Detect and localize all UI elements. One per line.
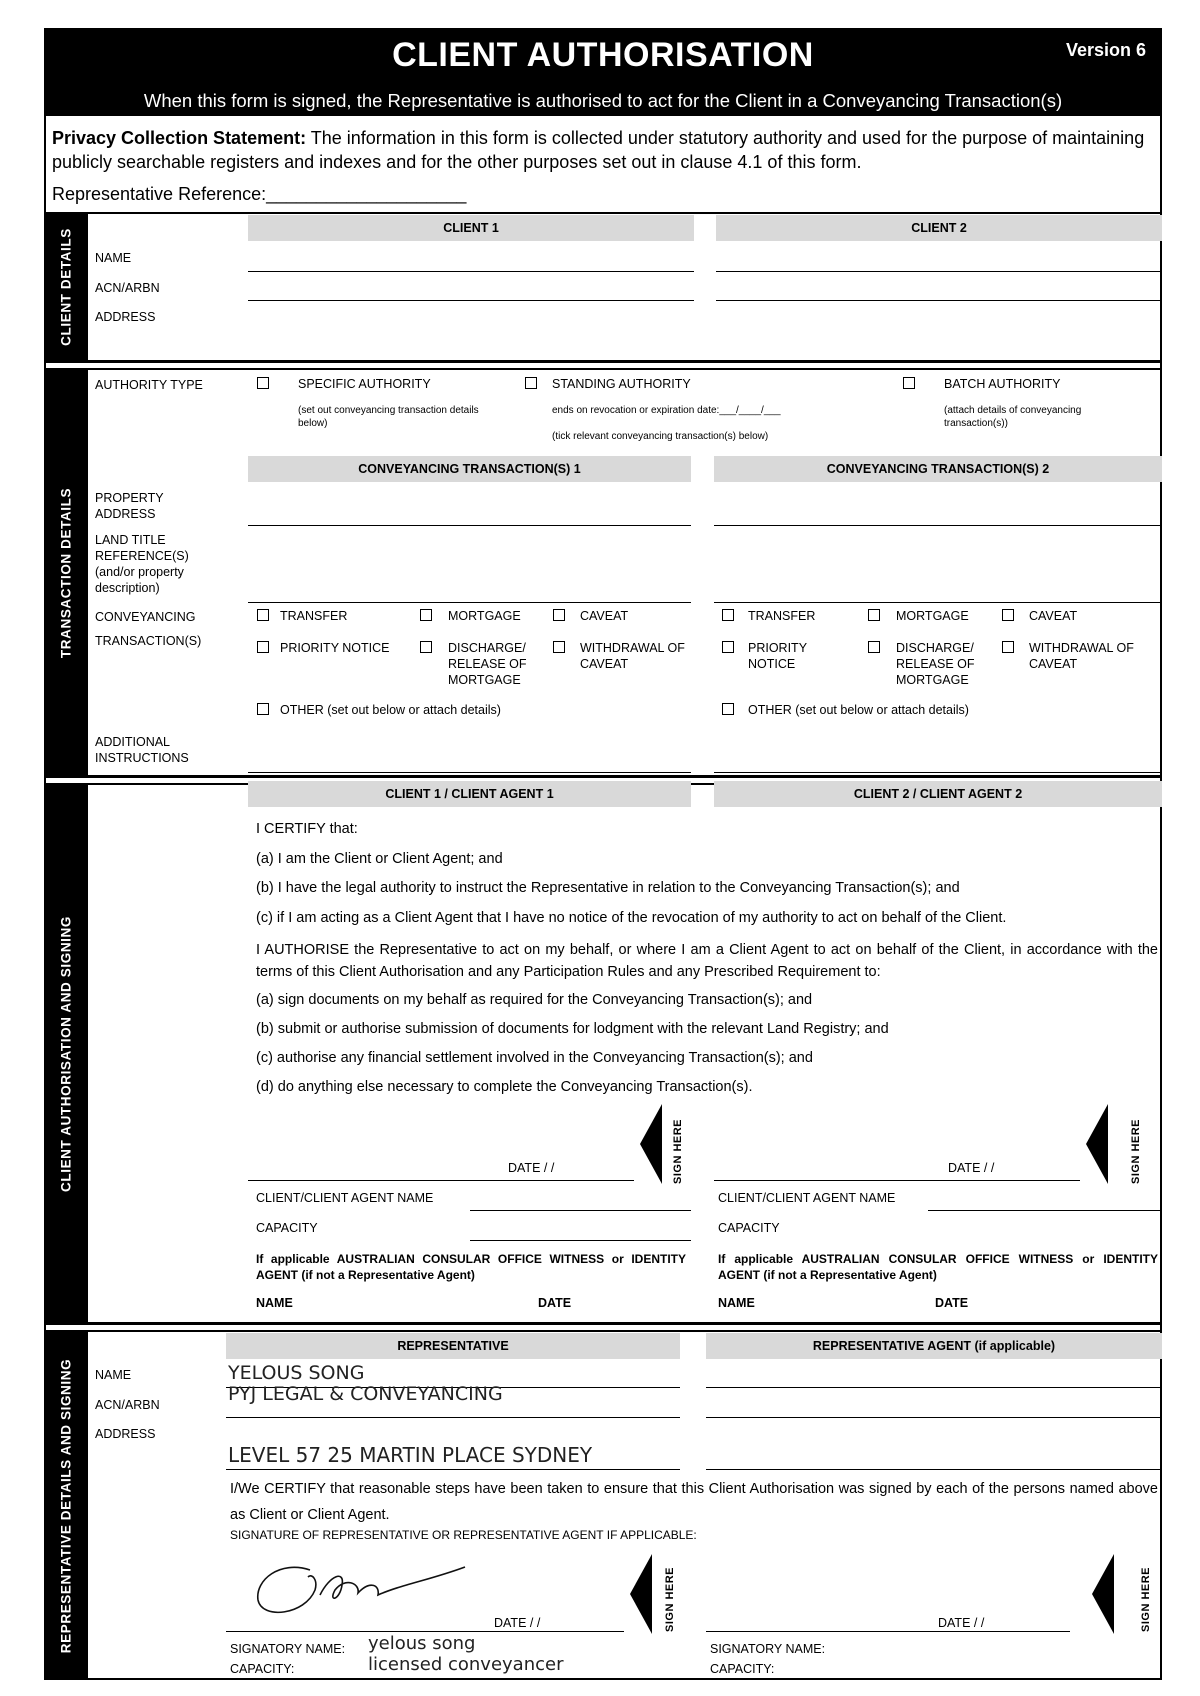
certify-b: (b) I have the legal authority to instruct the Representative in relation to the Conveyancing Transaction(s); and — [256, 880, 960, 896]
sign-here-label: SIGN HERE — [1130, 1118, 1142, 1184]
t1-transfer-checkbox[interactable] — [257, 609, 269, 621]
t2-transfer-label: TRANSFER — [748, 609, 816, 623]
client2-name-field[interactable] — [716, 271, 1162, 272]
standing-authority-note2: (tick relevant conveyancing transaction(s) below) — [552, 431, 769, 442]
conveyancing-label: CONVEYANCING — [95, 610, 196, 624]
rep-signature-line[interactable] — [226, 1631, 624, 1632]
transaction1-additional-field[interactable] — [248, 772, 691, 773]
authority-type-label: AUTHORITY TYPE — [95, 378, 203, 392]
sign-here-label: SIGN HERE — [1140, 1566, 1152, 1632]
section-label: CLIENT AUTHORISATION AND SIGNING — [58, 915, 74, 1192]
batch-authority-note: (attach details of conveyancing transaction(s)) — [944, 405, 1082, 429]
client-name-label: NAME — [95, 251, 132, 265]
client2-date-label: DATE / / — [948, 1161, 995, 1175]
t2-caveat-label: CAVEAT — [1029, 609, 1078, 623]
authorise-c: (c) authorise any financial settlement involved in the Conveyancing Transaction(s); and — [256, 1050, 813, 1066]
batch-authority-label: BATCH AUTHORITY — [944, 377, 1061, 391]
form-subtitle: When this form is signed, the Representative is authorised to act for the Client in a Conveyancing Transaction(s) — [143, 90, 1063, 111]
standing-authority-label: STANDING AUTHORITY — [552, 377, 691, 391]
client1-header: CLIENT 1 — [248, 215, 694, 241]
rep-acn-value[interactable]: PYJ LEGAL & CONVEYANCING — [228, 1383, 503, 1405]
rep-agent-signature-line[interactable] — [706, 1631, 1070, 1632]
t2-discharge-label: DISCHARGE/ RELEASE OF MORTGAGE — [896, 641, 975, 687]
t1-mortgage-checkbox[interactable] — [420, 609, 432, 621]
client2-capacity-label: CAPACITY — [718, 1221, 780, 1235]
rep-address-value[interactable]: LEVEL 57 25 MARTIN PLACE SYDNEY — [228, 1443, 593, 1467]
rep-agent-acn-line[interactable] — [706, 1417, 1162, 1418]
client1-witness-name-label: NAME — [256, 1296, 293, 1310]
authorise-a: (a) sign documents on my behalf as required for the Conveyancing Transaction(s); and — [256, 992, 813, 1008]
divider — [44, 775, 1162, 778]
transaction2-additional-field[interactable] — [714, 772, 1162, 773]
t1-priority-notice-label: PRIORITY NOTICE — [280, 641, 390, 655]
rep-acn-line — [226, 1417, 680, 1418]
section-label: TRANSACTION DETAILS — [58, 487, 74, 658]
client1-signature-line[interactable] — [248, 1180, 634, 1181]
t1-withdrawal-checkbox[interactable] — [553, 641, 565, 653]
standing-authority-checkbox[interactable] — [525, 377, 537, 389]
client1-capacity-label: CAPACITY — [256, 1221, 318, 1235]
signature-image — [250, 1555, 470, 1625]
t2-withdrawal-checkbox[interactable] — [1002, 641, 1014, 653]
certify-heading: I CERTIFY that: — [256, 821, 358, 837]
rep-name-label: NAME — [95, 1368, 132, 1382]
sign-arrow-icon — [1092, 1554, 1114, 1634]
t1-other-checkbox[interactable] — [257, 703, 269, 715]
t1-transfer-label: TRANSFER — [280, 609, 348, 623]
section-client-authorisation — [44, 785, 88, 1322]
certify-a: (a) I am the Client or Client Agent; and — [256, 851, 503, 867]
section-transaction-details — [44, 370, 88, 775]
t1-mortgage-label: MORTGAGE — [448, 609, 521, 623]
client2-witness-name-label: NAME — [718, 1296, 755, 1310]
rep-signatory-name-value[interactable]: yelous song — [368, 1633, 476, 1654]
form-version: Version 6 — [1065, 40, 1146, 60]
transaction1-header: CONVEYANCING TRANSACTION(S) 1 — [248, 456, 691, 482]
client1-agent-name-label: CLIENT/CLIENT AGENT NAME — [256, 1191, 434, 1205]
rep-capacity-value[interactable]: licensed conveyancer — [368, 1654, 564, 1675]
client2-acn-field[interactable] — [716, 300, 1162, 301]
t2-discharge-checkbox[interactable] — [868, 641, 880, 653]
rep-agent-address-line[interactable] — [706, 1469, 1162, 1470]
authorise-text: I AUTHORISE the Representative to act on my behalf, or where I am a Client Agent to act on behalf of the Client, in accordance with the terms of this Client Authorisation and any Participation Rules and any Prescribed Requirement to: — [256, 942, 1158, 980]
rep-agent-capacity-label: CAPACITY: — [710, 1662, 775, 1676]
t2-caveat-checkbox[interactable] — [1002, 609, 1014, 621]
transaction1-property-field[interactable] — [248, 525, 691, 526]
client2-agent-name-field[interactable] — [928, 1210, 1162, 1211]
t2-priority-notice-checkbox[interactable] — [722, 641, 734, 653]
rep-agent-date-label: DATE / / — [938, 1616, 985, 1630]
representative-header: REPRESENTATIVE — [226, 1333, 680, 1359]
transaction2-property-field[interactable] — [714, 525, 1162, 526]
rep-date-label: DATE / / — [494, 1616, 541, 1630]
rep-name-value[interactable]: YELOUS SONG — [228, 1362, 365, 1384]
client2-agent-name-label: CLIENT/CLIENT AGENT NAME — [718, 1191, 896, 1205]
client1-date-label: DATE / / — [508, 1161, 555, 1175]
privacy-text: The information in this form is collected under statutory authority and used for the purpose of maintaining publicly searchable registers and indexes and for the other purposes set out in clause 4.1 of this form. — [52, 128, 1145, 172]
rep-capacity-label: CAPACITY: — [230, 1662, 295, 1676]
client2-witness-date-label: DATE — [935, 1296, 969, 1310]
rep-signatory-name-label: SIGNATORY NAME: — [230, 1642, 346, 1656]
representative-reference: Representative Reference:____________________ — [52, 184, 467, 204]
additional-instructions-label: ADDITIONAL INSTRUCTIONS — [95, 735, 189, 765]
specific-authority-note: (set out conveyancing transaction details below) — [298, 405, 479, 429]
transaction2-land-title-field[interactable] — [714, 602, 1162, 603]
t2-mortgage-label: MORTGAGE — [896, 609, 969, 623]
privacy-statement — [52, 126, 1158, 174]
conveyancing-label-2: TRANSACTION(S) — [95, 634, 202, 648]
signing1-header: CLIENT 1 / CLIENT AGENT 1 — [248, 781, 691, 807]
rep-acn-label: ACN/ARBN — [95, 1398, 160, 1412]
t2-other-label: OTHER (set out below or attach details) — [748, 703, 969, 717]
section-label: CLIENT DETAILS — [58, 228, 74, 346]
client1-acn-field[interactable] — [248, 300, 694, 301]
divider — [44, 368, 1162, 370]
sign-arrow-icon — [630, 1554, 652, 1634]
transaction2-header: CONVEYANCING TRANSACTION(S) 2 — [714, 456, 1162, 482]
rep-agent-signatory-name-label: SIGNATORY NAME: — [710, 1642, 826, 1656]
form-frame — [44, 28, 1162, 1680]
client-address-label: ADDRESS — [95, 310, 156, 324]
sign-here-label: SIGN HERE — [672, 1118, 684, 1184]
t2-priority-notice-label: PRIORITY NOTICE — [748, 641, 807, 671]
property-address-label: PROPERTY ADDRESS — [95, 491, 164, 521]
t2-other-checkbox[interactable] — [722, 703, 734, 715]
t1-priority-notice-checkbox[interactable] — [257, 641, 269, 653]
client1-witness-date-label: DATE — [538, 1296, 572, 1310]
rep-signature-label: SIGNATURE OF REPRESENTATIVE OR REPRESENTATIVE AGENT IF APPLICABLE: — [230, 1528, 697, 1542]
authorise-b: (b) submit or authorise submission of documents for lodgment with the relevant Land Registry; and — [256, 1021, 889, 1037]
client2-header: CLIENT 2 — [716, 215, 1162, 241]
batch-authority-checkbox[interactable] — [903, 377, 915, 389]
privacy-heading: Privacy Collection Statement: — [52, 128, 307, 148]
t1-discharge-checkbox[interactable] — [420, 641, 432, 653]
certify-c: (c) if I am acting as a Client Agent that I have no notice of the revocation of my authority to act on behalf of the Client. — [256, 910, 1007, 926]
standing-authority-note: ends on revocation or expiration date:___/____/___ — [552, 405, 781, 416]
t1-discharge-label: DISCHARGE/ RELEASE OF MORTGAGE — [448, 641, 527, 687]
sign-arrow-icon — [1086, 1104, 1108, 1184]
t2-mortgage-checkbox[interactable] — [868, 609, 880, 621]
t1-caveat-checkbox[interactable] — [553, 609, 565, 621]
sign-arrow-icon — [640, 1104, 662, 1184]
divider — [44, 212, 1162, 214]
form-title: CLIENT AUTHORISATION — [392, 36, 814, 74]
t1-caveat-label: CAVEAT — [580, 609, 629, 623]
representative-agent-header: REPRESENTATIVE AGENT (if applicable) — [706, 1333, 1162, 1359]
client1-agent-name-field[interactable] — [470, 1210, 691, 1211]
section-label: REPRESENTATIVE DETAILS AND SIGNING — [58, 1358, 74, 1654]
divider — [44, 1322, 1162, 1325]
client2-signature-line[interactable] — [714, 1180, 1080, 1181]
authorise-d: (d) do anything else necessary to complete the Conveyancing Transaction(s). — [256, 1079, 753, 1095]
divider — [44, 360, 1162, 363]
divider — [44, 1330, 1162, 1332]
rep-address-line — [226, 1469, 680, 1470]
specific-authority-checkbox[interactable] — [257, 377, 269, 389]
section-client-details — [44, 214, 88, 360]
form-header — [44, 28, 1162, 116]
transaction1-land-title-field[interactable] — [248, 602, 691, 603]
rep-agent-name-line[interactable] — [706, 1387, 1162, 1388]
t1-other-label: OTHER (set out below or attach details) — [280, 703, 501, 717]
client-acn-label: ACN/ARBN — [95, 281, 160, 295]
sign-here-label: SIGN HERE — [664, 1566, 676, 1632]
rep-certify-text: I/We CERTIFY that reasonable steps have been taken to ensure that this Client Authorisation was signed by each of the persons named above as Client or Client Agent. — [230, 1481, 1158, 1523]
t2-transfer-checkbox[interactable] — [722, 609, 734, 621]
t2-withdrawal-label: WITHDRAWAL OF CAVEAT — [1029, 641, 1134, 671]
client2-witness-text: If applicable AUSTRALIAN CONSULAR OFFICE WITNESS or IDENTITY AGENT (if not a Representative Agent) — [718, 1252, 1158, 1282]
client1-witness-text: If applicable AUSTRALIAN CONSULAR OFFICE WITNESS or IDENTITY AGENT (if not a Representative Agent) — [256, 1252, 686, 1282]
rep-address-label: ADDRESS — [95, 1427, 156, 1441]
section-representative-details — [44, 1332, 88, 1680]
client1-name-field[interactable] — [248, 271, 694, 272]
t1-withdrawal-label: WITHDRAWAL OF CAVEAT — [580, 641, 685, 671]
specific-authority-label: SPECIFIC AUTHORITY — [298, 377, 431, 391]
land-title-label: LAND TITLE REFERENCE(S) (and/or property description) — [95, 533, 189, 595]
signing2-header: CLIENT 2 / CLIENT AGENT 2 — [714, 781, 1162, 807]
client1-capacity-field[interactable] — [470, 1240, 691, 1241]
